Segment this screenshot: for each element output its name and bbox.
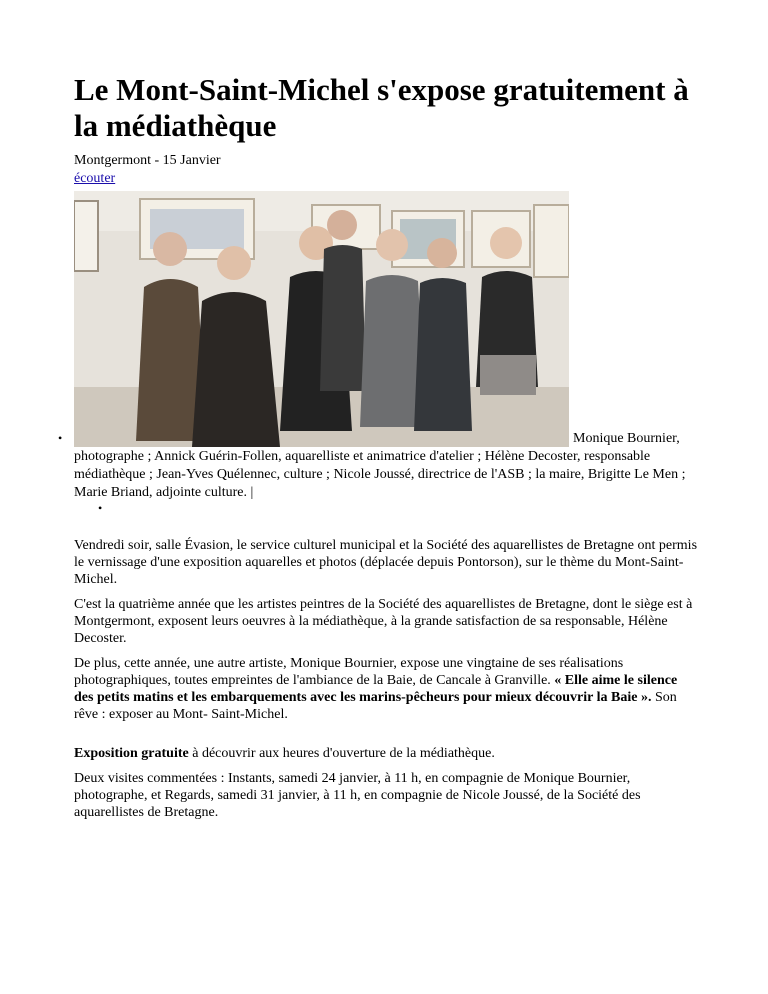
paragraph-3-quote: « Elle aime le silence des petits matins et les embarquements avec les marins-pêcheurs pour mieux découvrir la Baie ». xyxy=(74,673,678,705)
listen-link[interactable]: écouter xyxy=(74,171,116,186)
paragraph-4-bold: Exposition gratuite xyxy=(74,746,189,761)
photo-caption: Monique Bournier, photographe ; Annick Guérin-Follen, aquarelliste et animatrice d'atelier ; Hélène Decoster, responsable médiathèque ; Jean-Yves Quélennec, culture ; Nicole Joussé, directrice de l'ASB ; la maire, Brigitte Le Men ; Marie Briand, adjointe culture. | xyxy=(74,431,686,500)
paragraph-1: Vendredi soir, salle Évasion, le service culturel municipal et la Société des aquarellistes de Bretagne ont permis le vernissage d'une exposition aquarelles et photos (déplacée depuis Pontorson), sur le thème du Mont-Saint-Michel. xyxy=(74,538,698,587)
photo-list xyxy=(58,191,699,517)
dateline: Montgermont - 15 Janvier xyxy=(74,153,221,168)
paragraph-3-start: De plus, cette année, une autre artiste, Monique Bournier, expose une vingtaine de ses réalisations photographiques, toutes empreintes de l'ambiance de la Baie, de Cancale à Granville. xyxy=(74,656,624,688)
paragraph-4 xyxy=(74,745,699,762)
group-photo xyxy=(74,191,569,447)
paragraph-3 xyxy=(74,655,699,723)
article xyxy=(58,72,699,829)
paragraph-4-rest: à découvrir aux heures d'ouverture de la médiathèque. xyxy=(188,746,495,761)
list-bullet: • xyxy=(58,431,63,445)
paragraph-5: Deux visites commentées : Instants, samedi 24 janvier, à 11 h, en compagnie de Monique Bournier, photographe, et Regards, samedi 31 janvier, à 11 h, en compagnie de Nicole Joussé, de la Société des aquarellistes de Bretagne. xyxy=(74,771,641,820)
sub-list-bullet: • xyxy=(98,501,103,515)
paragraph-3-end: Son rêve : exposer au Mont- Saint-Michel. xyxy=(74,690,677,722)
paragraph-2: C'est la quatrième année que les artistes peintres de la Société des aquarellistes de Bretagne, dont le siège est à Montgermont, exposent leurs oeuvres à la médiathèque, à la grande satisfaction de sa responsable, Hélène Decoster. xyxy=(74,597,693,646)
article-title: Le Mont-Saint-Michel s'expose gratuitement à la médiathèque xyxy=(74,72,689,143)
photo-item xyxy=(58,191,699,517)
